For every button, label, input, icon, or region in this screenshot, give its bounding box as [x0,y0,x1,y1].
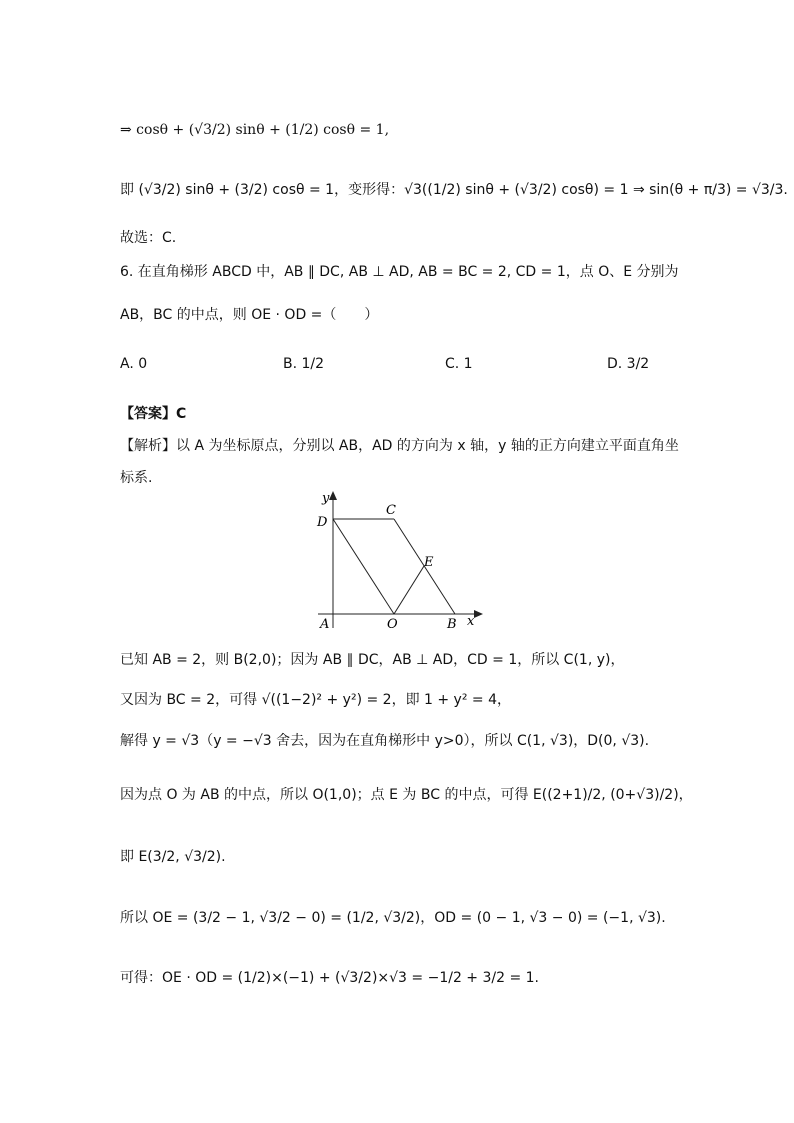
label-c: C [386,503,396,518]
analysis-line-1: 【解析】以 A 为坐标原点，分别以 AB，AD 的方向为 x 轴，y 轴的正方向建立平面直角坐 [120,438,679,454]
solution-line-6: 所以 OE = (3/2 − 1, √3/2 − 0) = (1/2, √3/2)，OD = (0 − 1, √3 − 0) = (−1, √3). [120,910,666,926]
x-axis-arrow [474,610,483,618]
segment-do [333,519,394,614]
option-a: A. 0 [120,356,148,372]
choice-conclusion: 故选：C. [120,230,177,246]
label-d: D [317,515,328,530]
analysis-line-2: 标系. [120,470,153,486]
label-o: O [387,617,398,632]
question-6-line-1: 6. 在直角梯形 ABCD 中，AB ∥ DC, AB ⊥ AD, AB = BC = 2, CD = 1，点 O、E 分别为 [120,264,679,280]
solution-line-1: 已知 AB = 2，则 B(2,0)；因为 AB ∥ DC，AB ⊥ AD，CD = 1，所以 C(1, y)， [120,652,625,668]
label-a: A [320,617,330,632]
trapezoid-figure [300,488,490,638]
label-e: E [424,555,434,570]
option-b: B. 1/2 [283,356,325,372]
option-d: D. 3/2 [607,356,650,372]
option-c: C. 1 [445,356,473,372]
step-line-1: ⇒ cosθ + (√3/2) sinθ + (1/2) cosθ = 1, [120,122,390,138]
label-y: y [322,491,330,506]
y-axis-arrow [329,491,337,500]
solution-line-3: 解得 y = √3（y = −√3 舍去，因为在直角梯形中 y>0），所以 C(1, √3)，D(0, √3). [120,733,650,749]
question-6-line-2: AB，BC 的中点，则 OE · OD =（ ） [120,307,379,323]
answer-label: 【答案】C [120,406,187,422]
step-line-2: 即 (√3/2) sinθ + (3/2) cosθ = 1，变形得：√3((1/2) sinθ + (√3/2) cosθ) = 1 ⇒ sin(θ + π/3) = √3/3. [120,182,788,198]
solution-line-4: 因为点 O 为 AB 的中点，所以 O(1,0)；点 E 为 BC 的中点，可得 E((2+1)/2, (0+√3)/2)， [120,787,693,803]
solution-line-7: 可得：OE · OD = (1/2)×(−1) + (√3/2)×√3 = −1/2 + 3/2 = 1. [120,970,540,986]
segment-oe [394,566,424,614]
solution-line-5: 即 E(3/2, √3/2). [120,849,226,865]
label-b: B [447,617,457,632]
label-x: x [467,614,475,629]
solution-line-2: 又因为 BC = 2，可得 √((1−2)² + y²) = 2，即 1 + y² = 4， [120,692,511,708]
